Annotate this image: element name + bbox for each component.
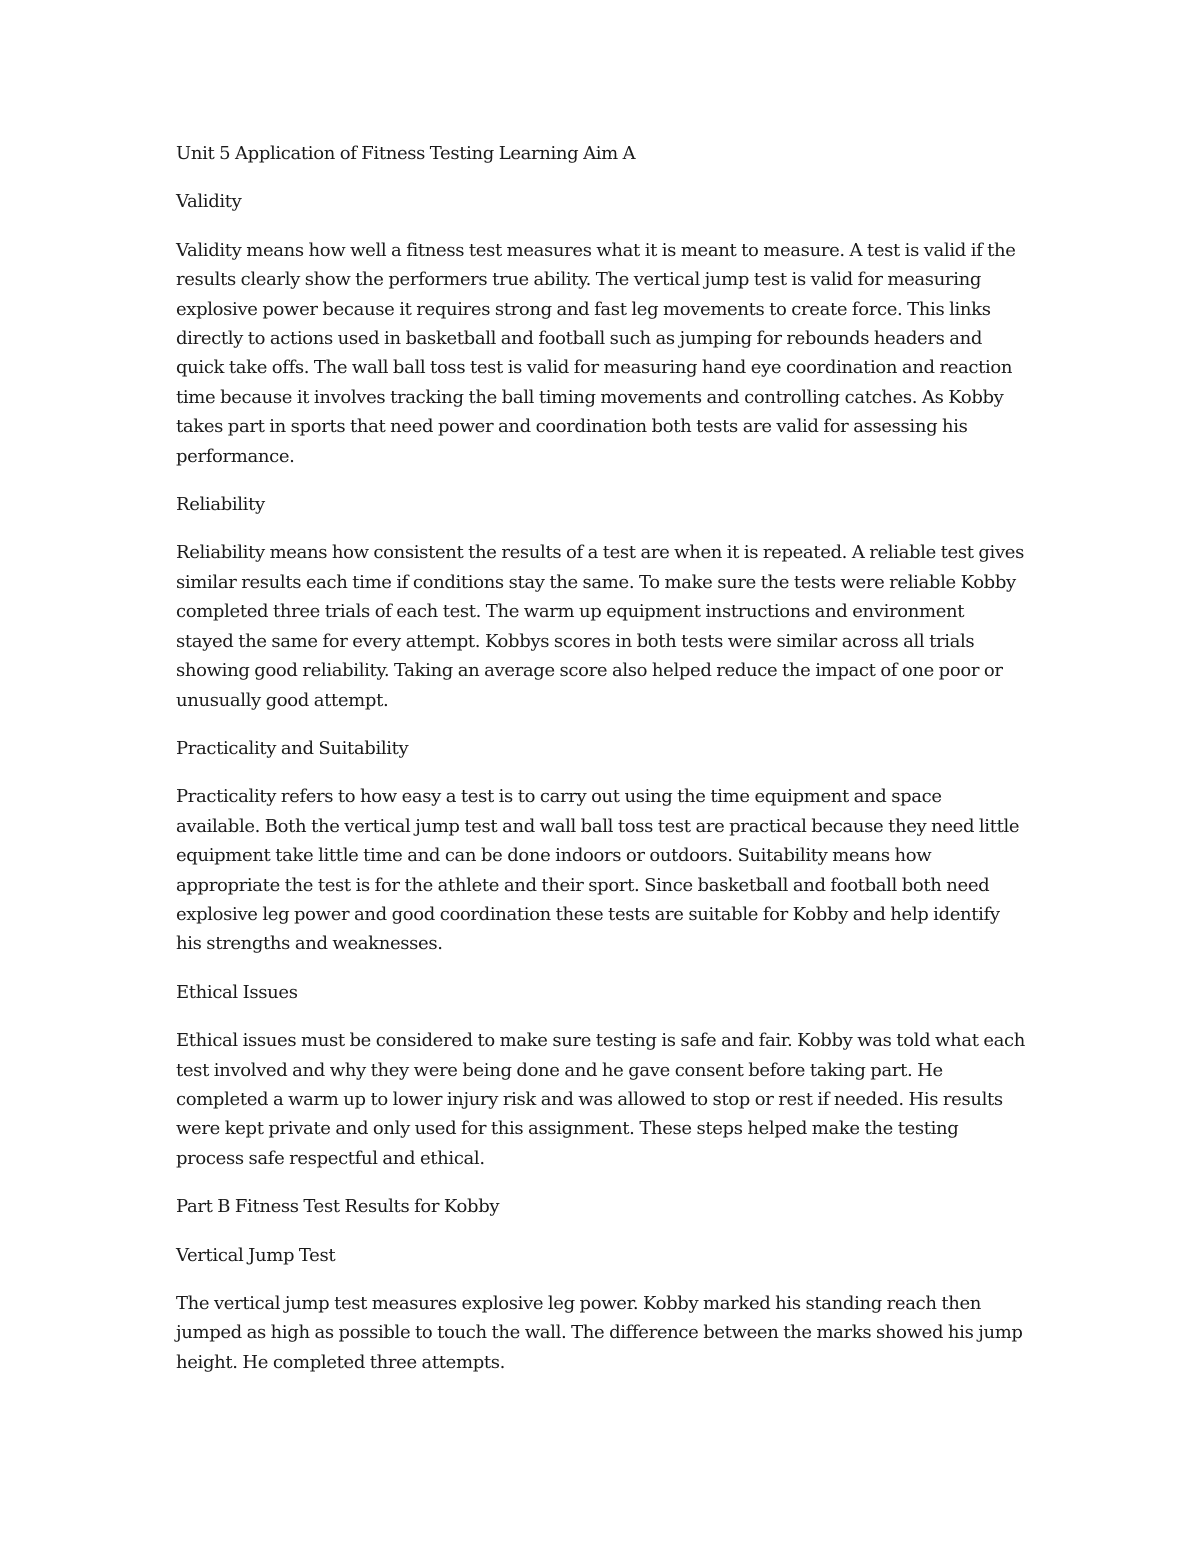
section-body-ethical-issues: Ethical issues must be considered to make sure testing is safe and fair. Kobby was told what each test involved and why they were being done and he gave consent before taking part. He completed a warm up to lower injury risk and was allowed to stop or rest if needed. His results were kept private and only used for this assignment. These steps helped make the testing process safe respectful and ethical. — [176, 1030, 1026, 1169]
document-title: Unit 5 Application of Fitness Testing Learning Aim A — [176, 143, 636, 164]
section-heading-practicality: Practicality and Suitability — [176, 737, 409, 759]
section-body-vertical-jump: The vertical jump test measures explosive leg power. Kobby marked his standing reach then jumped as high as possible to touch the wall. The difference between the marks showed his jump height. He completed three attempts. — [176, 1293, 1023, 1373]
section-body-validity: Validity means how well a fitness test measures what it is meant to measure. A test is valid if the results clearly show the performers true ability. The vertical jump test is valid for measuring explosive power because it requires strong and fast leg movements to create force. This links directly to actions used in basketball and football such as jumping for rebounds headers and quick take offs. The wall ball toss test is valid for measuring hand eye coordination and reaction time because it involves tracking the ball timing movements and controlling catches. As Kobby takes part in sports that need power and coordination both tests are valid for assessing his performance. — [176, 239, 1016, 467]
section-heading-reliability: Reliability — [176, 494, 265, 516]
section-heading-validity: Validity — [176, 191, 242, 213]
section-body-practicality: Practicality refers to how easy a test is to carry out using the time equipment and space available. Both the vertical jump test and wall ball toss test are practical because they need little equipment take little time and can be done indoors or outdoors. Suitability means how appropriate the test is for the athlete and their sport. Since basketball and football both need explosive leg power and good coordination these tests are suitable for Kobby and help identify his strengths and weaknesses. — [176, 786, 1020, 955]
section-heading-ethical-issues: Ethical Issues — [176, 981, 298, 1003]
part-b-title: Part B Fitness Test Results for Kobby — [176, 1196, 500, 1218]
section-body-reliability: Reliability means how consistent the results of a test are when it is repeated. A reliable test gives similar results each time if conditions stay the same. To make sure the tests were reliable Kobby completed three trials of each test. The warm up equipment instructions and environment stayed the same for every attempt. Kobbys scores in both tests were similar across all trials showing good reliability. Taking an average score also helped reduce the impact of one poor or unusually good attempt. — [176, 542, 1024, 711]
document-body — [176, 139, 1026, 1396]
section-heading-vertical-jump: Vertical Jump Test — [176, 1244, 336, 1266]
